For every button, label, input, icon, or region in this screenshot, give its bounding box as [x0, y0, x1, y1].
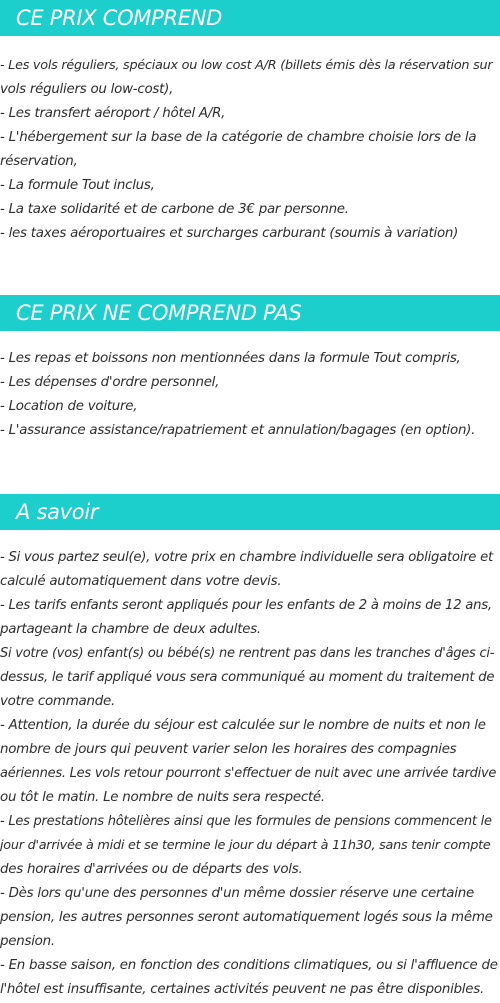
text-line: dessus, le tarif appliqué vous sera communiqué au moment du traitement de	[0, 670, 495, 685]
text-line: des horaires d'arrivées ou de départs des vols.	[0, 862, 303, 877]
section-body	[0, 36, 500, 246]
text-line: l'hôtel est insuffisante, certaines activités peuvent ne pas être disponibles.	[0, 982, 484, 997]
section-prix-ne-comprend-pas	[0, 295, 500, 443]
text-line: pension.	[0, 934, 55, 949]
text-line: vols réguliers ou low-cost),	[0, 82, 174, 97]
text-line: - Attention, la durée du séjour est calculée sur le nombre de nuits et non le	[0, 718, 486, 733]
section-title: CE PRIX NE COMPREND PAS	[16, 301, 302, 325]
text-line: votre commande.	[0, 694, 115, 709]
text-line: - Les repas et boissons non mentionnées dans la formule Tout compris,	[0, 351, 461, 366]
section-body	[0, 331, 500, 443]
text-line: nombre de jours qui peuvent varier selon les horaires des compagnies	[0, 742, 457, 757]
text-line: - Location de voiture,	[0, 399, 138, 414]
text-line: Si votre (vos) enfant(s) ou bébé(s) ne rentrent pas dans les tranches d'âges ci-	[0, 646, 495, 661]
text-line: - Les transfert aéroport / hôtel A/R,	[0, 106, 226, 121]
section-title: A savoir	[16, 500, 99, 524]
text-line: réservation,	[0, 154, 78, 169]
section-header	[0, 494, 500, 530]
text-line: - Les vols réguliers, spéciaux ou low cost A/R (billets émis dès la réservation sur	[0, 58, 493, 73]
text-line: - Les prestations hôtelières ainsi que les formules de pensions commencent le	[0, 814, 492, 829]
section-body	[0, 530, 500, 1002]
text-line: - La formule Tout inclus,	[0, 178, 155, 193]
text-line: - Si vous partez seul(e), votre prix en chambre individuelle sera obligatoire et	[0, 550, 493, 565]
text-line: jour d'arrivée à midi et se termine le jour du départ à 11h30, sans tenir compte	[0, 838, 491, 853]
text-line: - Les tarifs enfants seront appliqués pour les enfants de 2 à moins de 12 ans,	[0, 598, 492, 613]
text-line: calculé automatiquement dans votre devis.	[0, 574, 282, 589]
section-prix-comprend	[0, 0, 500, 246]
section-header	[0, 0, 500, 36]
section-title: CE PRIX COMPREND	[16, 6, 223, 30]
section-header	[0, 295, 500, 331]
text-line: - L'hébergement sur la base de la catégorie de chambre choisie lors de la	[0, 130, 477, 145]
text-line: - L'assurance assistance/rapatriement et annulation/bagages (en option).	[0, 423, 476, 438]
text-line: pension, les autres personnes seront automatiquement logés sous la même	[0, 910, 493, 925]
text-line: - En basse saison, en fonction des conditions climatiques, ou si l'affluence de	[0, 958, 498, 973]
text-line: - les taxes aéroportuaires et surcharges carburant (soumis à variation)	[0, 226, 459, 241]
text-line: partageant la chambre de deux adultes.	[0, 622, 261, 637]
section-a-savoir	[0, 494, 500, 1002]
text-line: - La taxe solidarité et de carbone de 3€ par personne.	[0, 202, 349, 217]
text-line: - Dès lors qu'une des personnes d'un même dossier réserve une certaine	[0, 886, 474, 901]
text-line: aériennes. Les vols retour pourront s'effectuer de nuit avec une arrivée tardive	[0, 766, 497, 781]
text-line: ou tôt le matin. Le nombre de nuits sera respecté.	[0, 790, 325, 805]
text-line: - Les dépenses d'ordre personnel,	[0, 375, 220, 390]
